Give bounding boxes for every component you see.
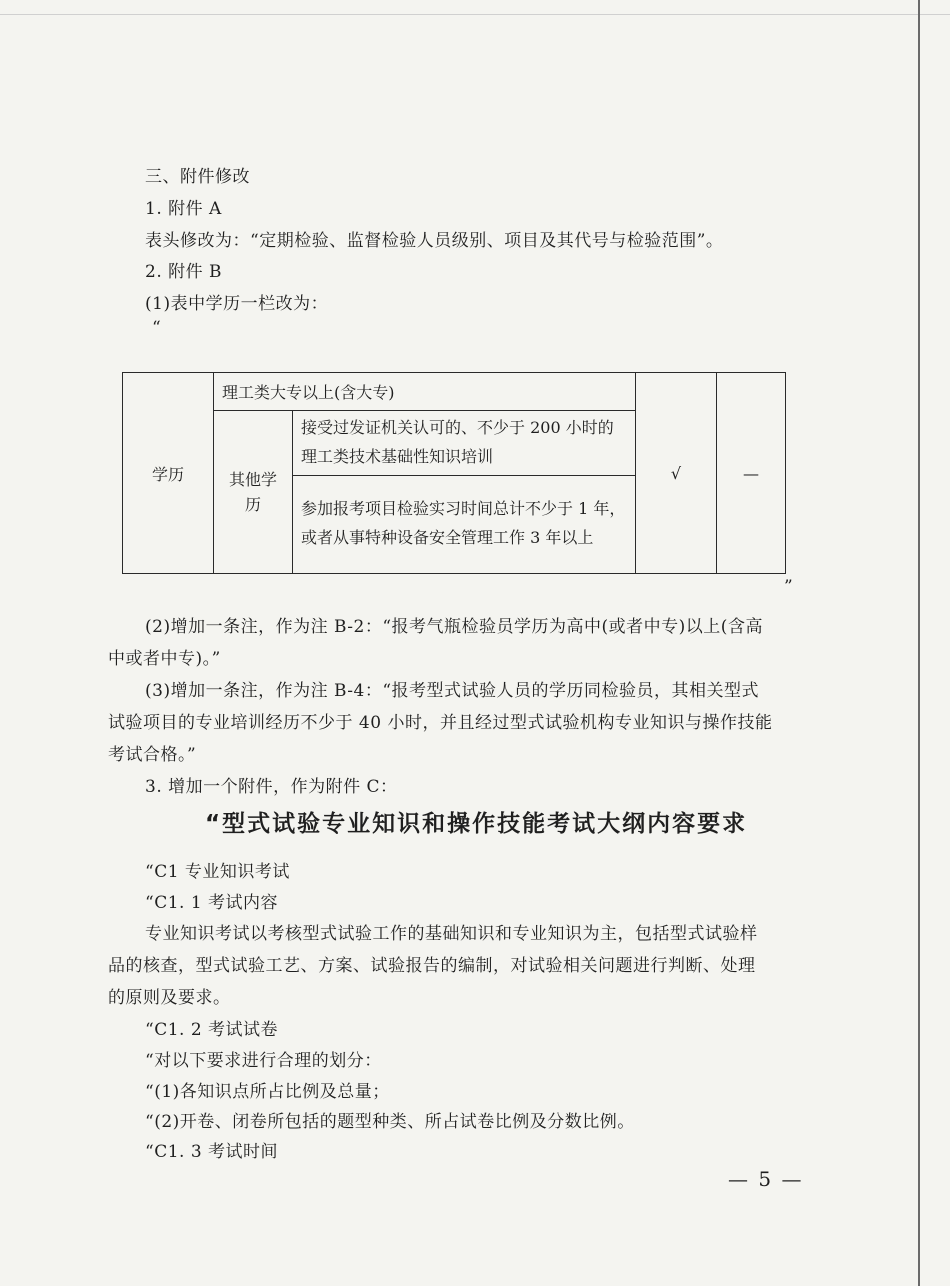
c12-item-b: “(1)各知识点所占比例及总量；	[145, 1082, 390, 1102]
cell-dash: —	[717, 373, 786, 574]
item3-label: 3. 增加一个附件，作为附件 C：	[145, 777, 398, 797]
note-b4-line2: 试验项目的专业培训经历不少于 40 小时，并且经过型式试验机构专业知识与操作技能	[108, 713, 773, 733]
section-heading: 三、附件修改	[145, 167, 250, 187]
page-number: — 5 —	[728, 1167, 804, 1191]
note-b4-line1: (3)增加一条注，作为注 B-4：“报考型式试验人员的学历同检验员，其相关型式	[145, 681, 760, 701]
c11-line2: 品的核查，型式试验工艺、方案、试验报告的编制，对试验相关问题进行判断、处理	[108, 956, 756, 976]
c11-line3: 的原则及要求。	[108, 988, 231, 1008]
top-edge	[0, 14, 950, 15]
cell-other1: 接受过发证机关认可的、不少于 200 小时的理工类技术基础性知识培训	[293, 411, 636, 475]
open-quote: “	[152, 318, 162, 338]
cell-college: 理工类大专以上(含大专)	[214, 373, 636, 411]
item2-label: 2. 附件 B	[145, 262, 223, 282]
c12-heading: “C1. 2 考试试卷	[145, 1020, 279, 1040]
c12-item-c: “(2)开卷、闭卷所包括的题型种类、所占试卷比例及分数比例。	[145, 1112, 635, 1132]
item1-text: 表头修改为：“定期检验、监督检验人员级别、项目及其代号与检验范围”。	[145, 231, 724, 251]
c11-line1: 专业知识考试以考核型式试验工作的基础知识和专业知识为主，包括型式试验样	[145, 924, 758, 944]
note-b2-line2: 中或者中专)。”	[108, 649, 221, 669]
note-b4-line3: 考试合格。”	[108, 745, 197, 765]
note-b2-line1: (2)增加一条注，作为注 B-2：“报考气瓶检验员学历为高中(或者中专)以上(含高	[145, 617, 763, 637]
cell-check: √	[636, 373, 717, 574]
right-edge	[918, 0, 920, 1286]
item1-label: 1. 附件 A	[145, 199, 222, 219]
c12-item-a: “对以下要求进行合理的划分：	[145, 1051, 382, 1071]
appendix-c-title: “型式试验专业知识和操作技能考试大纲内容要求	[205, 811, 748, 837]
close-quote: ”	[784, 577, 794, 597]
cell-other2: 参加报考项目检验实习时间总计不少于 1 年，或者从事特种设备安全管理工作 3 年以上	[293, 475, 636, 574]
row-header: 学历	[123, 373, 214, 574]
education-table	[122, 372, 786, 574]
other-label: 其他学历	[214, 411, 293, 574]
c13-heading: “C1. 3 考试时间	[145, 1142, 279, 1162]
c11-heading: “C1. 1 考试内容	[145, 893, 279, 913]
c1-heading: “C1 专业知识考试	[145, 862, 290, 882]
item2-sub1: (1)表中学历一栏改为：	[145, 294, 329, 314]
